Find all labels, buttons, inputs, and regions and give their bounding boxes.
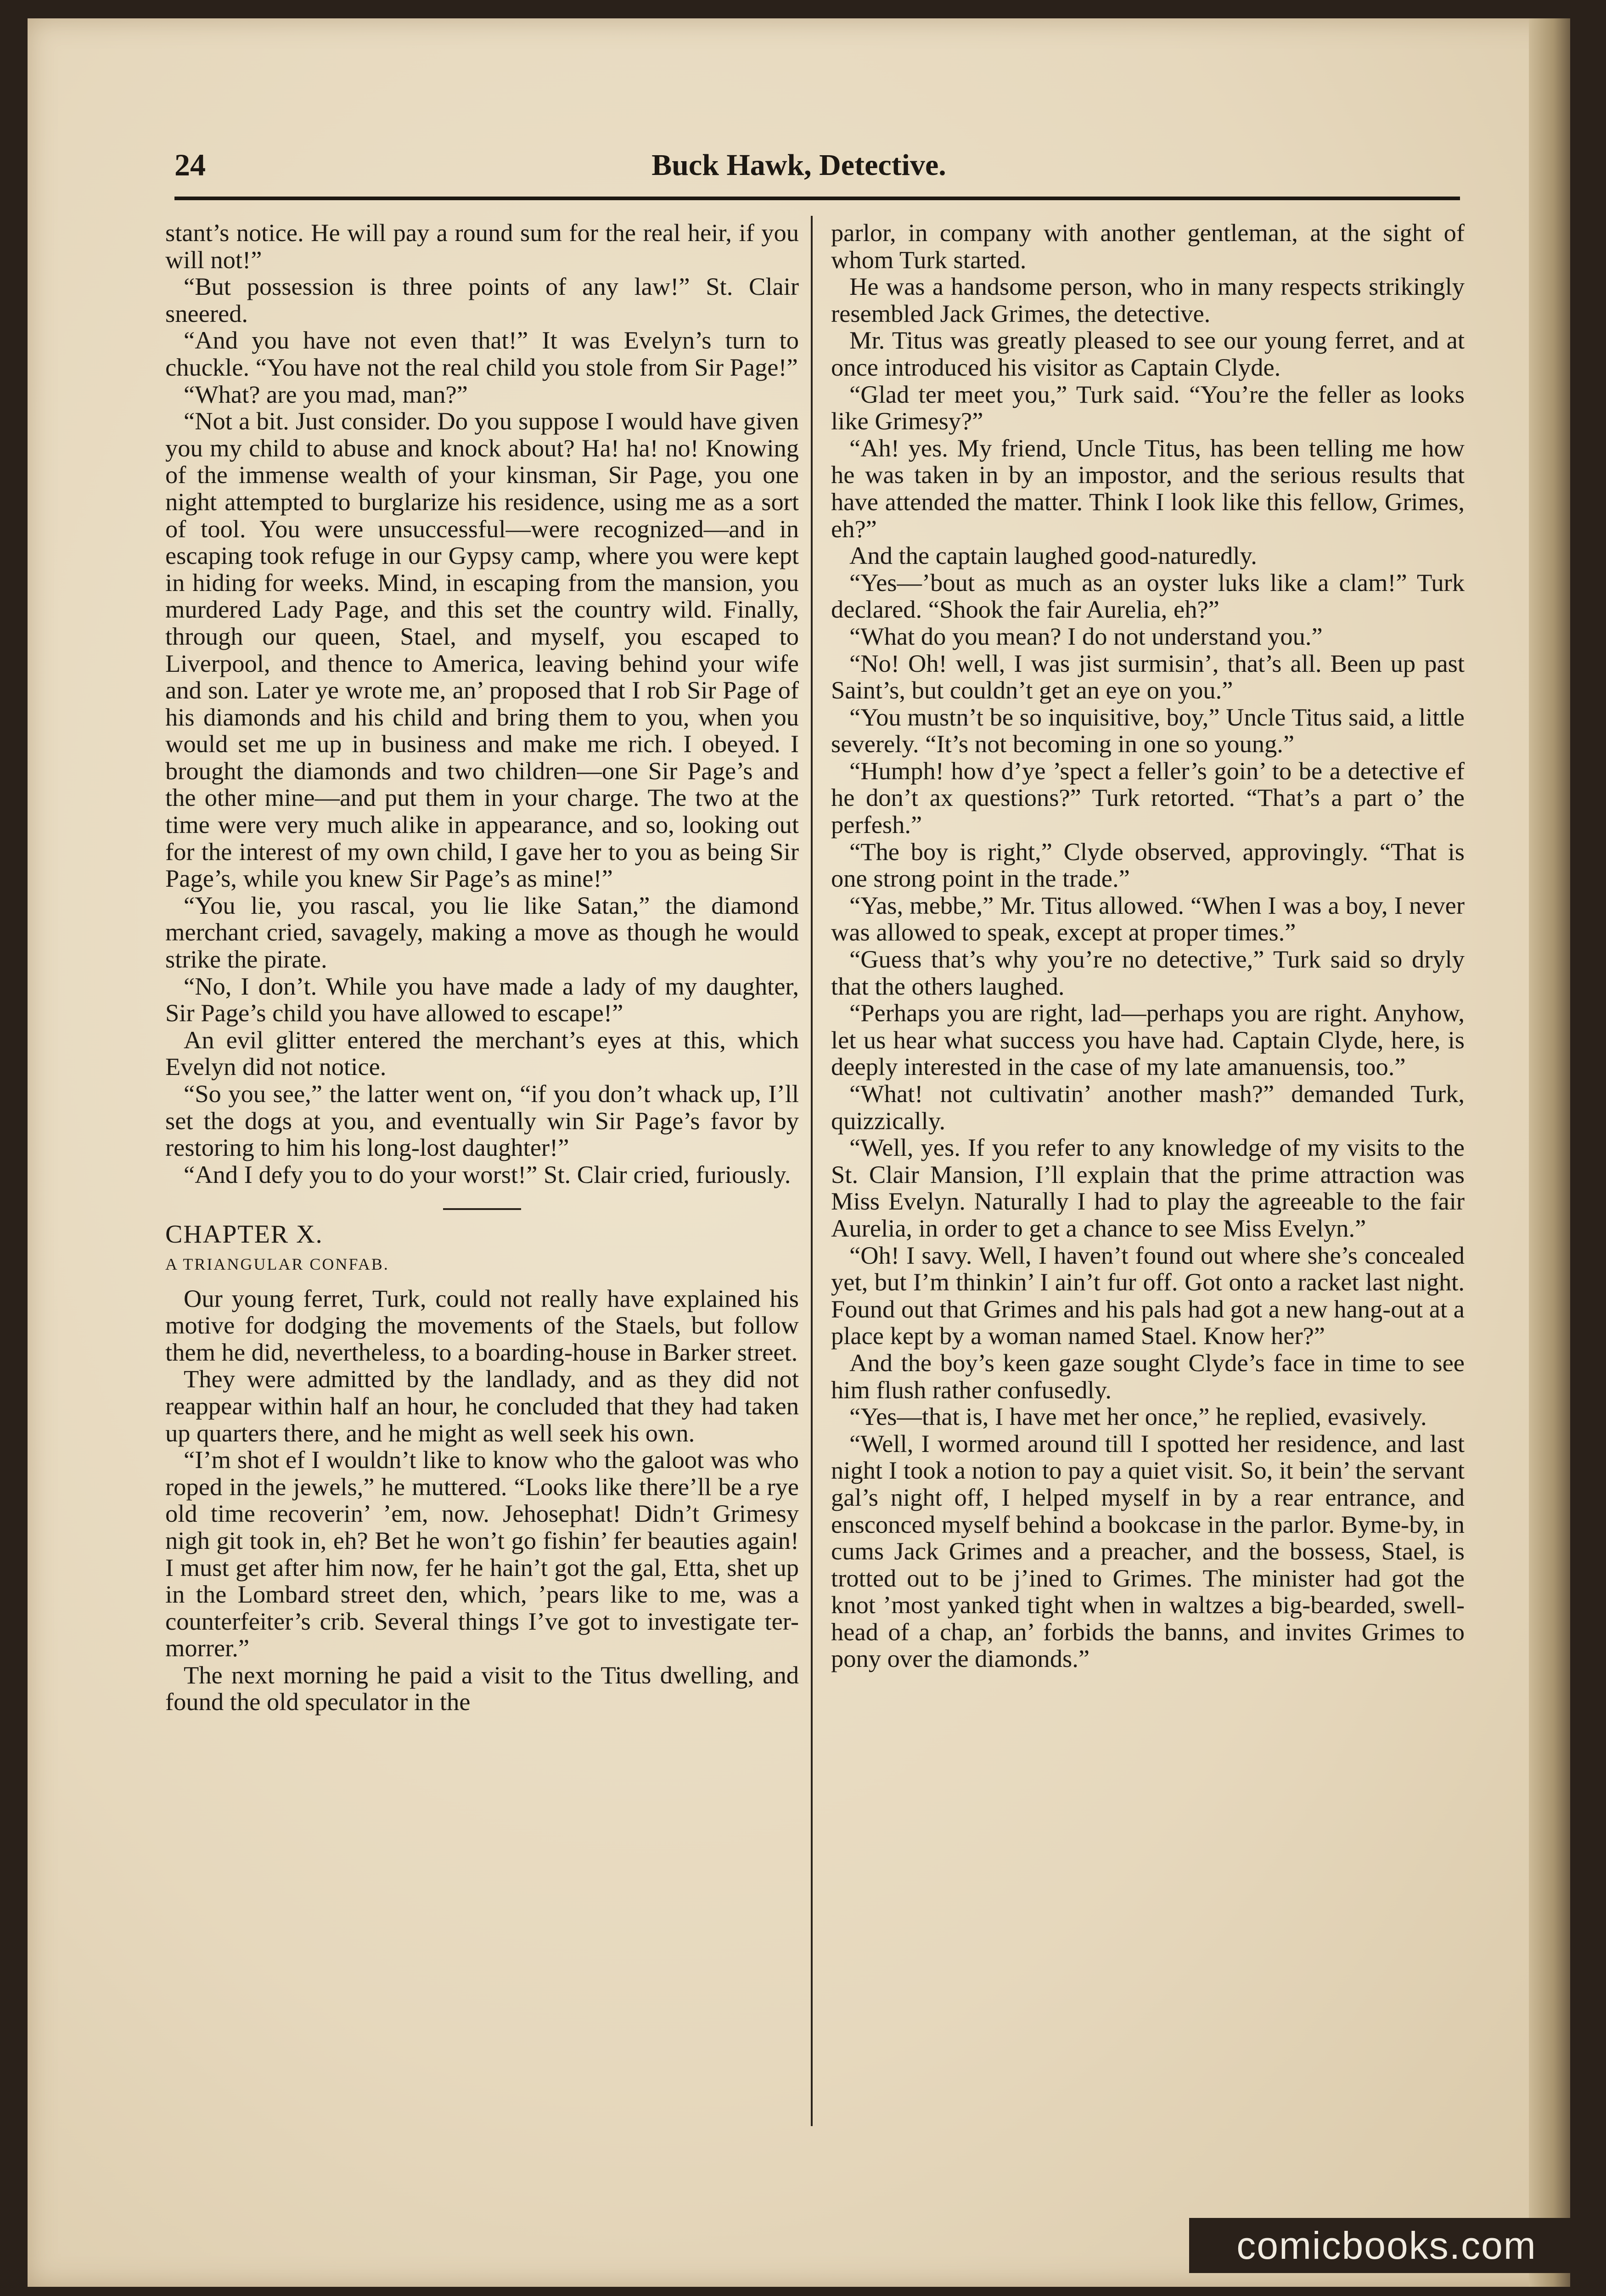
left-column xyxy=(165,219,799,1716)
paragraph: “You mustn’t be so inquisitive, boy,” Uncle Titus said, a little severely. “It’s not becoming in one so young.” xyxy=(831,703,1465,758)
paragraph: Our young ferret, Turk, could not really have explained his motive for dodging the movements of the Staels, but follow them he did, nevertheless, to a boarding-house in Barker street. xyxy=(165,1284,799,1366)
site-watermark: comicbooks.com xyxy=(1189,2218,1584,2273)
paragraph: “No! Oh! well, I was jist surmisin’, that’s all. Been up past Saint’s, but couldn’t get an eye on you.” xyxy=(831,649,1465,704)
chapter-heading: CHAPTER X. xyxy=(165,1220,323,1249)
page-spine-shadow xyxy=(1529,18,1570,2287)
paragraph: “Well, I wormed around till I spotted her residence, and last night I took a notion to pay a quiet visit. So, it bein’ the servant gal’s night off, I helped myself in by a rear entrance, and ensconced myself behind a bookcase in the parlor. Byme-by, in cums Jack Grimes and a preacher, and the bossess, Stael, is trotted out to be j’ined to Grimes. The minister had got the knot ’most yanked tight when in waltzes a big-bearded, swell-head of a chap, an’ forbids the banns, and invites Grimes to pony over the diamonds.” xyxy=(831,1429,1465,1673)
paragraph: Mr. Titus was greatly pleased to see our young ferret, and at once introduced his visitor as Captain Clyde. xyxy=(831,326,1465,381)
paragraph: “You lie, you rascal, you lie like Satan,” the diamond merchant cried, savagely, making a move as though he would strike the pirate. xyxy=(165,891,799,974)
right-column xyxy=(831,219,1465,1672)
paragraph: “What do you mean? I do not understand you.” xyxy=(849,622,1323,650)
paragraph: “What? are you mad, man?” xyxy=(184,380,468,408)
paragraph: “Ah! yes. My friend, Uncle Titus, has been telling me how he was taken in by an impostor, and the serious results that have attended the matter. Think I look like this fellow, Grimes, eh?” xyxy=(831,433,1465,543)
paragraph: “Oh! I savy. Well, I haven’t found out where she’s concealed yet, but I’m thinkin’ I ain’t fur off. Got onto a racket last night. Found out that Grimes and his pals had got a new hang-out at a place kept by a woman named Stael. Know her?” xyxy=(831,1241,1465,1350)
paragraph: They were admitted by the landlady, and as they did not reappear within half an hour, he concluded that they had taken up quarters there, and he might as well seek his own. xyxy=(165,1365,799,1447)
paragraph: “Yas, mebbe,” Mr. Titus allowed. “When I was a boy, I never was allowed to speak, except at proper times.” xyxy=(831,891,1465,946)
paragraph: “The boy is right,” Clyde observed, approvingly. “That is one strong point in the trade.” xyxy=(831,837,1465,893)
paragraph: “Well, yes. If you refer to any knowledge of my visits to the St. Clair Mansion, I’ll explain that the prime attraction was Miss Evelyn. Naturally I had to play the agreeable to the fair Aurelia, in order to get a chance to see Miss Evelyn.” xyxy=(831,1133,1465,1242)
paragraph: “Glad ter meet you,” Turk said. “You’re the feller as looks like Grimesy?” xyxy=(831,380,1465,435)
paragraph: “So you see,” the latter went on, “if you don’t whack up, I’ll set the dogs at you, and eventually win Sir Page’s favor by restoring to him his long-lost daughter!” xyxy=(165,1080,799,1162)
paragraph: “No, I don’t. While you have made a lady of my daughter, Sir Page’s child you have allowed to escape!” xyxy=(165,972,799,1027)
paragraph: “And you have not even that!” It was Evelyn’s turn to chuckle. “You have not the real child you stole from Sir Page!” xyxy=(165,326,799,381)
paragraph: And the boy’s keen gaze sought Clyde’s face in time to see him flush rather confusedly. xyxy=(831,1348,1465,1404)
paragraph: “Yes—that is, I have met her once,” he replied, evasively. xyxy=(849,1402,1427,1431)
page-header xyxy=(138,142,1460,197)
paragraph: “I’m shot ef I wouldn’t like to know who the galoot was who roped in the jewels,” he muttered. “Looks like there’ll be a rye old time recoverin’ ’em, now. Jehosephat! Didn’t Grimesy nigh git took in, eh? Bet he won’t go fishin’ fer beauties again! I must get after him now, fer he hain’t got the gal, Etta, shet up in the Lombard street den, which, ’pears like to me, was a counterfeiter’s crib. Several things I’ve got to investigate ter-morrer.” xyxy=(165,1446,799,1662)
paragraph: “And I defy you to do your worst!” St. Clair cried, furiously. xyxy=(184,1160,791,1188)
paragraph: “Yes—’bout as much as an oyster luks like a clam!” Turk declared. “Shook the fair Aurelia, eh?” xyxy=(831,568,1465,624)
paragraph: stant’s notice. He will pay a round sum for the real heir, if you will not!” xyxy=(165,219,799,274)
paragraph: He was a handsome person, who in many respects strikingly resembled Jack Grimes, the detective. xyxy=(831,272,1465,327)
paragraph: “Not a bit. Just consider. Do you suppose I would have given you my child to abuse and knock about? Ha! ha! no! Knowing of the immense wealth of your kinsman, Sir Page, you one night attempted to burglarize his residence, using me as a sort of tool. You were unsuccessful—were recognized—and in escaping took refuge in our Gypsy camp, where you were kept in hiding for weeks. Mind, in escaping from the mansion, you murdered Lady Page, and this set the country wild. Finally, through our queen, Stael, and myself, you escaped to Liverpool, and thence to America, leaving behind your wife and son. Later ye wrote me, an’ proposed that I rob Sir Page of his diamonds and his child and bring them to you, when you would set me up in business and make me rich. I obeyed. I brought the diamonds and two children—one Sir Page’s and the other mine—and put them in your charge. The two at the time were very much alike in appearance, and so, looking out for the interest of my own child, I gave her to you as being Sir Page’s, while you knew Sir Page’s as mine!” xyxy=(165,407,799,893)
paragraph: An evil glitter entered the merchant’s eyes at this, which Evelyn did not notice. xyxy=(165,1025,799,1081)
running-title: Buck Hawk, Detective. xyxy=(651,148,946,182)
paragraph: And the captain laughed good-naturedly. xyxy=(849,541,1257,570)
header-rule xyxy=(174,197,1460,200)
column-divider xyxy=(811,216,813,2126)
paragraph: parlor, in company with another gentleman, at the sight of whom Turk started. xyxy=(831,219,1465,274)
chapter-subtitle: A TRIANGULAR CONFAB. xyxy=(165,1255,389,1273)
paragraph: “What! not cultivatin’ another mash?” demanded Turk, quizzically. xyxy=(831,1080,1465,1135)
paragraph: The next morning he paid a visit to the Titus dwelling, and found the old speculator in the xyxy=(165,1660,799,1716)
paragraph: “Perhaps you are right, lad—perhaps you are right. Anyhow, let us hear what success you have had. Captain Clyde, here, is deeply interested in the case of my late amanuensis, too.” xyxy=(831,999,1465,1081)
chapter-rule xyxy=(443,1208,521,1210)
paragraph: “But possession is three points of any law!” St. Clair sneered. xyxy=(165,272,799,327)
page-number: 24 xyxy=(174,147,206,182)
paragraph: “Guess that’s why you’re no detective,” Turk said so dryly that the others laughed. xyxy=(831,945,1465,1000)
paragraph: “Humph! how d’ye ’spect a feller’s goin’ to be a detective ef he don’t ax questions?” Turk retorted. “That’s a part o’ the perfesh.” xyxy=(831,756,1465,839)
